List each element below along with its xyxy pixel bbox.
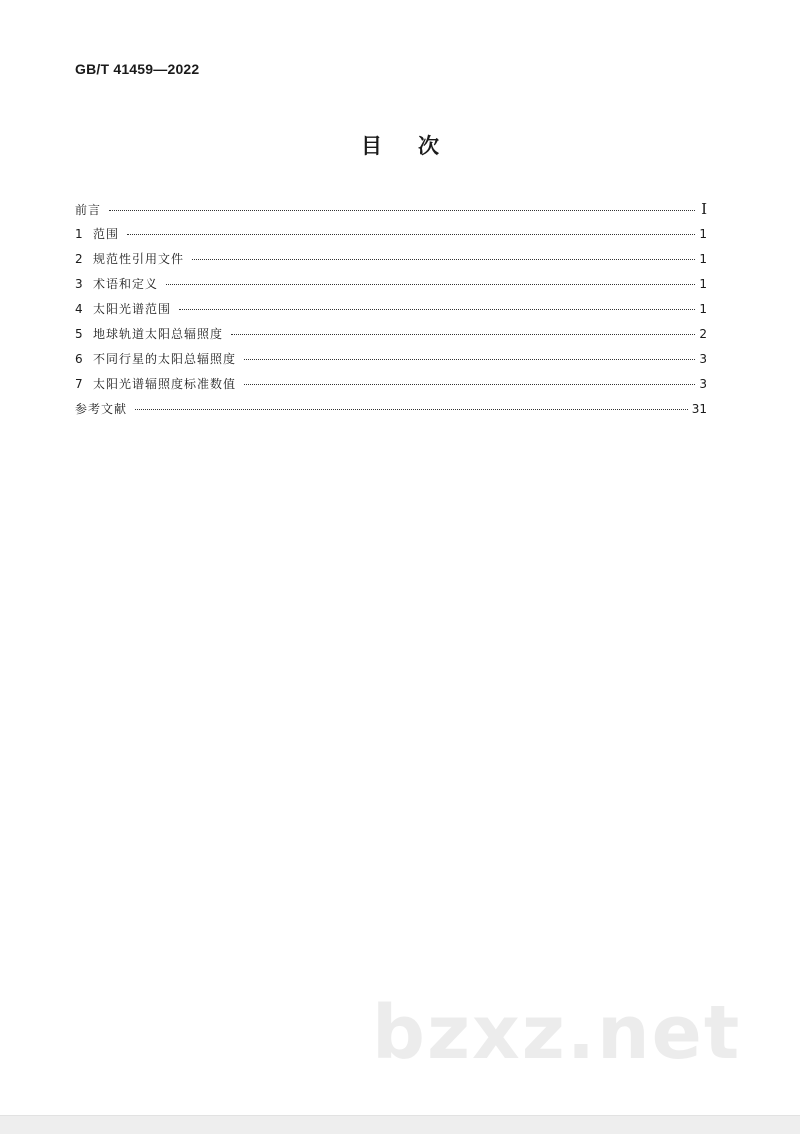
toc-entry-number: 4 — [75, 302, 83, 316]
watermark: bzxz.net — [372, 990, 742, 1076]
toc-entry-number: 3 — [75, 277, 83, 291]
toc-entry-number: 1 — [75, 227, 83, 241]
toc-entry-bibliography[interactable] — [75, 400, 707, 425]
dot-leader — [127, 234, 695, 235]
toc-entry-foreword[interactable] — [75, 200, 707, 225]
toc-entry-normative-references[interactable] — [75, 250, 707, 275]
toc-entry-label: 地球轨道太阳总辐照度 — [93, 327, 224, 341]
toc-entry-scope[interactable] — [75, 225, 707, 250]
dot-leader — [166, 284, 695, 285]
toc-entry-label: 参考文献 — [75, 402, 128, 416]
toc-entry-number: 5 — [75, 327, 83, 341]
toc-entry-spectral-irradiance-values[interactable] — [75, 375, 707, 400]
table-of-contents — [75, 200, 707, 425]
toc-entry-page: 1 — [699, 277, 707, 291]
document-code: GB/T 41459—2022 — [75, 61, 200, 77]
dot-leader — [179, 309, 695, 310]
toc-entry-label: 范围 — [93, 227, 120, 241]
toc-entry-page: I — [701, 200, 707, 218]
toc-title: 目次 — [361, 134, 475, 158]
toc-entry-planet-irradiance[interactable] — [75, 350, 707, 375]
toc-entry-label: 太阳光谱辐照度标准数值 — [93, 377, 237, 391]
toc-entry-label: 不同行星的太阳总辐照度 — [93, 352, 237, 366]
dot-leader — [244, 359, 695, 360]
toc-entry-earth-orbit-irradiance[interactable] — [75, 325, 707, 350]
toc-entry-label: 前言 — [75, 203, 102, 217]
dot-leader — [244, 384, 695, 385]
toc-entry-number: 6 — [75, 352, 83, 366]
toc-entry-solar-spectrum-range[interactable] — [75, 300, 707, 325]
dot-leader — [135, 409, 688, 410]
toc-entry-label: 术语和定义 — [93, 277, 159, 291]
toc-entry-terms-definitions[interactable] — [75, 275, 707, 300]
toc-entry-page: 1 — [699, 227, 707, 241]
toc-entry-page: 3 — [699, 377, 707, 391]
dot-leader — [109, 210, 695, 211]
toc-entry-label: 太阳光谱范围 — [93, 302, 172, 316]
toc-entry-label: 规范性引用文件 — [93, 252, 185, 266]
toc-entry-page: 31 — [691, 402, 707, 416]
toc-entry-page: 1 — [699, 252, 707, 266]
dot-leader — [192, 259, 695, 260]
toc-entry-number: 2 — [75, 252, 83, 266]
page-bottom-edge — [0, 1115, 800, 1134]
toc-entry-page: 3 — [699, 352, 707, 366]
toc-entry-number: 7 — [75, 377, 83, 391]
dot-leader — [231, 334, 695, 335]
toc-entry-page: 1 — [699, 302, 707, 316]
toc-entry-page: 2 — [699, 327, 707, 341]
